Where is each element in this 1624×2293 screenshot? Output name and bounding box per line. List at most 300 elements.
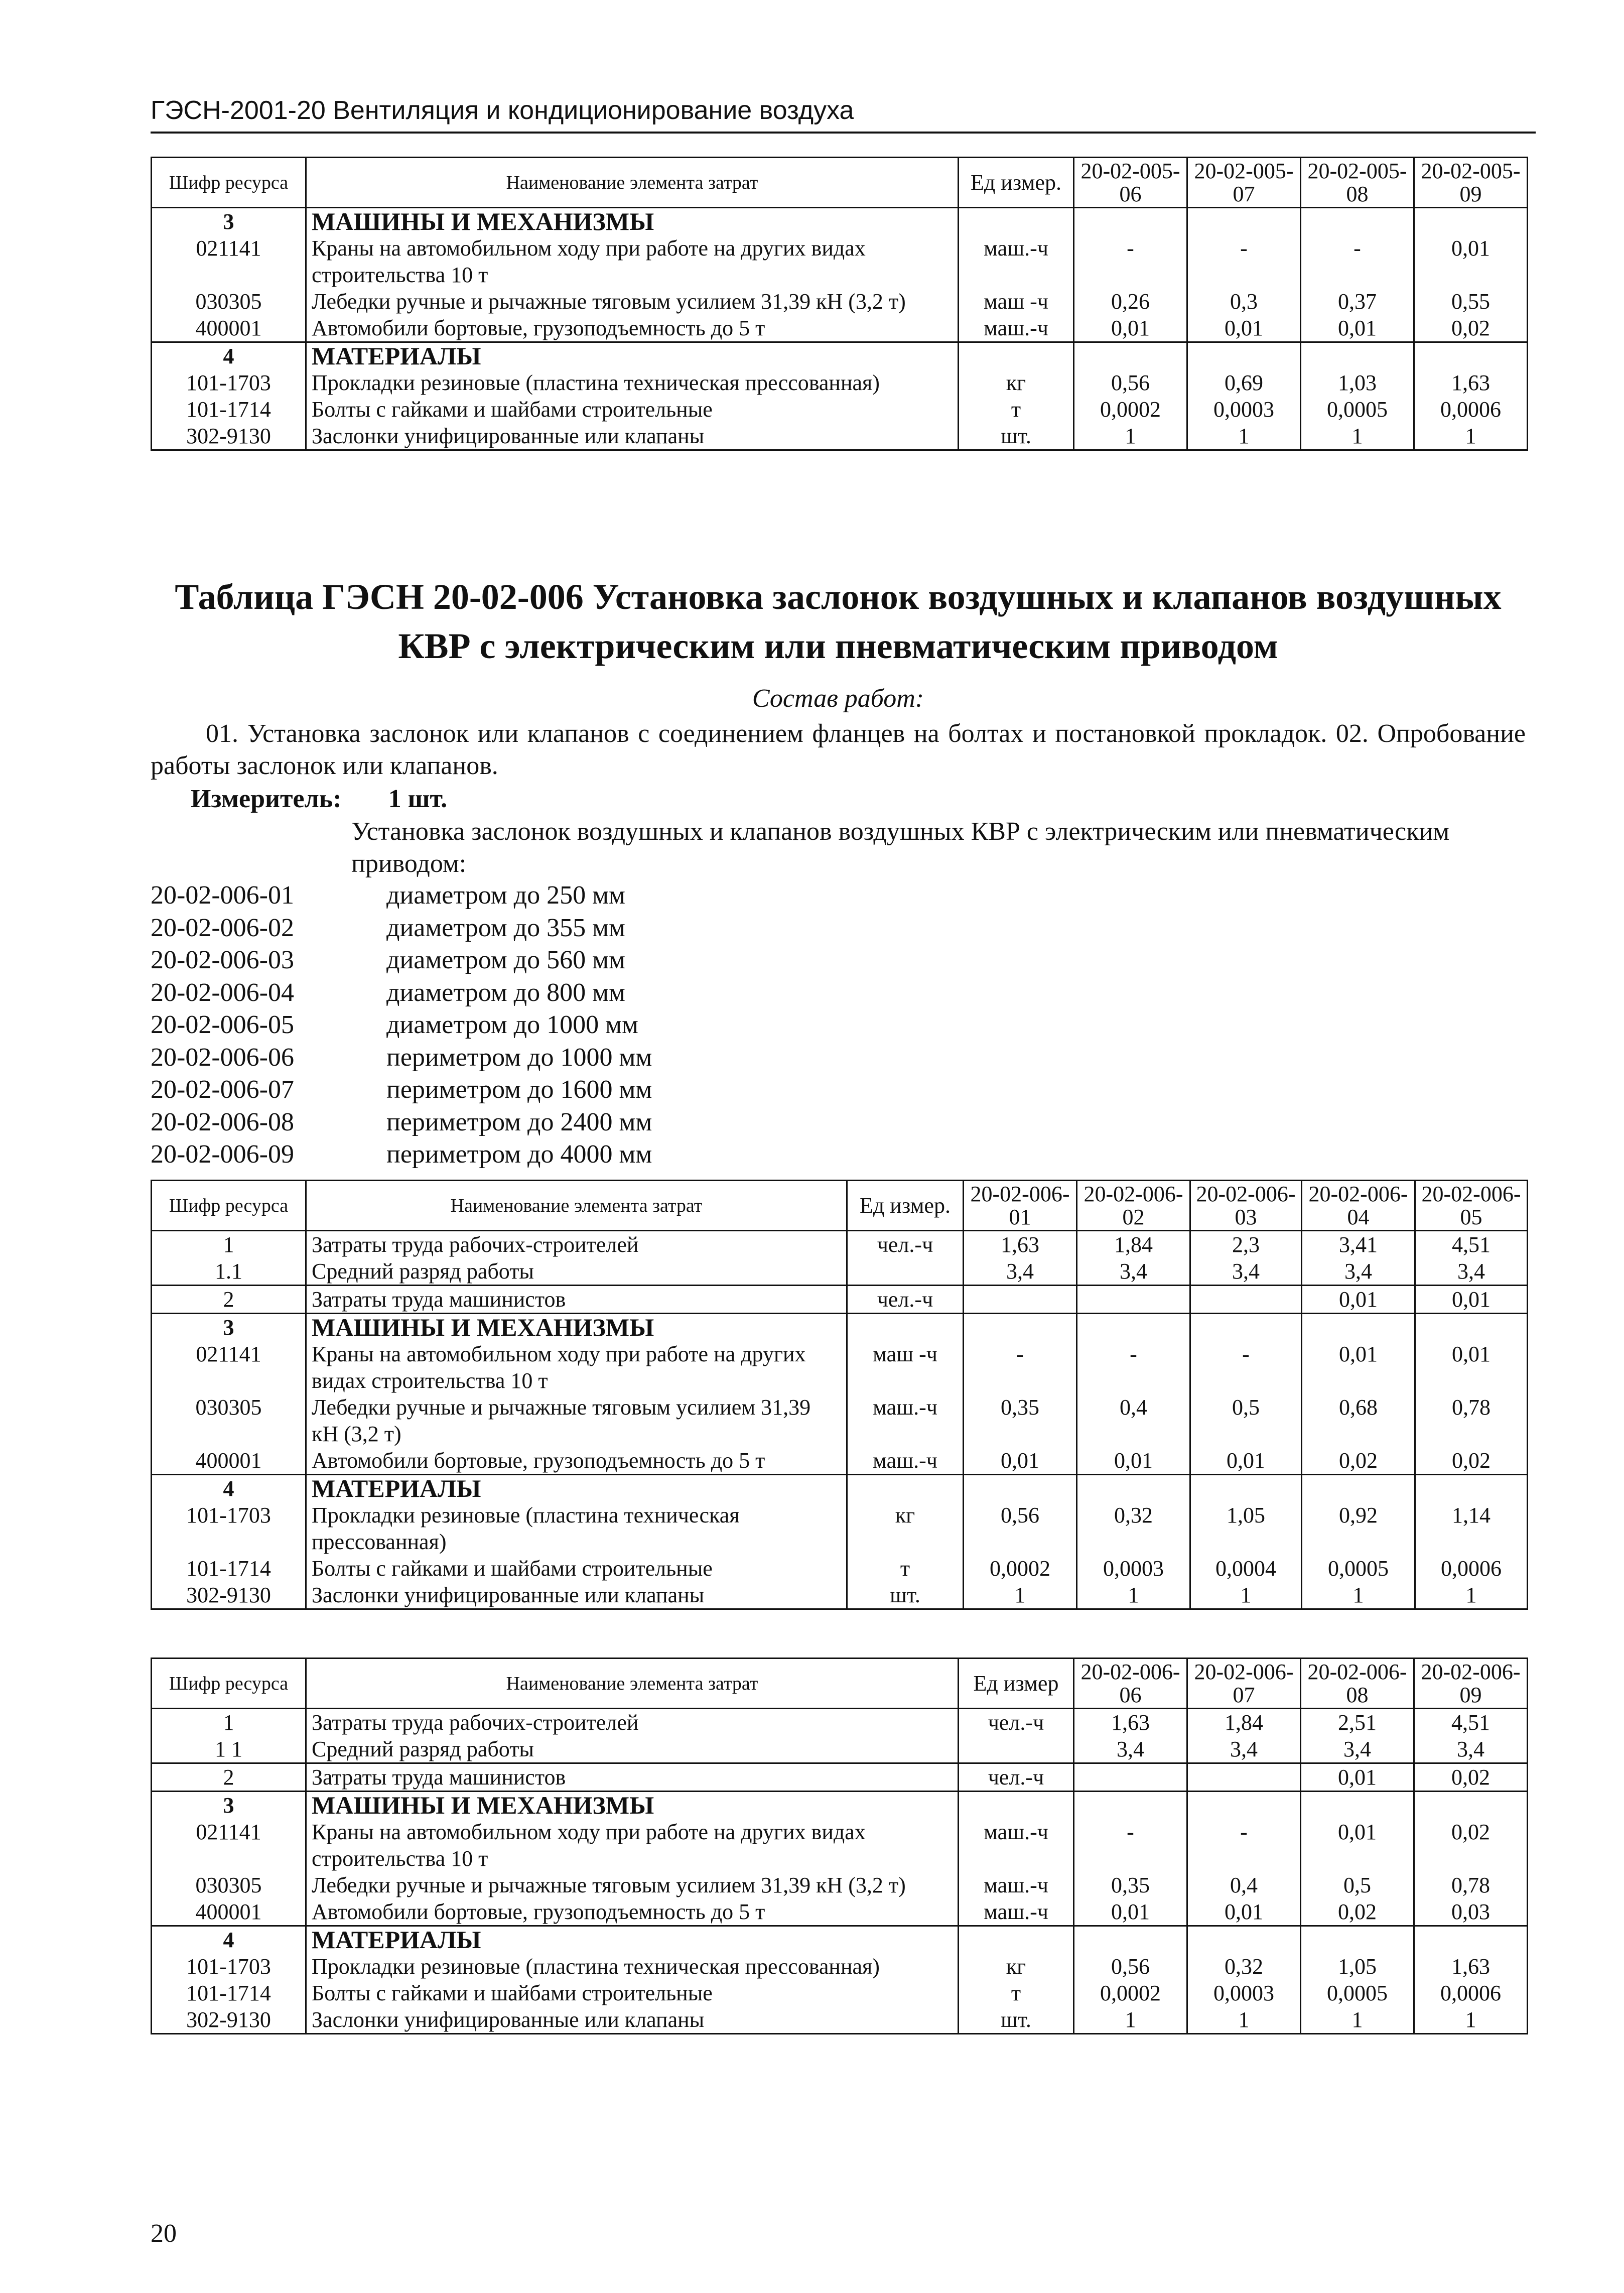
- table-row: [152, 1898, 1528, 1926]
- row-code: 021141: [152, 1819, 306, 1872]
- row-code: 2: [152, 1763, 306, 1792]
- code-list-code: 20-02-006-04: [151, 978, 294, 1007]
- row-value: [1074, 1763, 1187, 1792]
- code-list-item: [151, 1138, 652, 1171]
- row-value: 3,4: [1301, 1736, 1414, 1763]
- row-value: 1,63: [964, 1231, 1077, 1258]
- row-unit: чел.-ч: [847, 1231, 964, 1258]
- row-value: 1,84: [1077, 1231, 1190, 1258]
- row-value: 1,05: [1190, 1502, 1302, 1555]
- table-row: [152, 1736, 1528, 1763]
- row-value: 1,03: [1301, 369, 1414, 396]
- row-name: МАШИНЫ И МЕХАНИЗМЫ: [306, 1792, 959, 1819]
- row-value: 0,0006: [1414, 1980, 1528, 2006]
- header-code: Шифр ресурса: [152, 1659, 306, 1709]
- table-section-row: [152, 1475, 1528, 1502]
- table-row: [152, 1980, 1528, 2006]
- table-section-row: [152, 1792, 1528, 1819]
- row-code: 3: [152, 1792, 306, 1819]
- row-value: 0,03: [1414, 1898, 1528, 1926]
- row-value: 0,01: [1074, 315, 1187, 342]
- row-value: 0,01: [1077, 1447, 1190, 1475]
- row-name: Лебедки ручные и рычажные тяговым усилием 31,39 кН (3,2 т): [306, 1872, 959, 1898]
- row-unit: маш.-ч: [959, 315, 1074, 342]
- header-col: 20-02-006-05: [1415, 1181, 1528, 1231]
- table-section-row: [152, 208, 1528, 235]
- row-value: [1302, 1314, 1415, 1341]
- table-row: [152, 396, 1528, 423]
- row-value: -: [1190, 1341, 1302, 1394]
- row-value: [964, 1314, 1077, 1341]
- row-value: 0,02: [1414, 315, 1528, 342]
- row-value: [1074, 1926, 1187, 1954]
- row-value: -: [1187, 235, 1301, 288]
- table-row: [152, 315, 1528, 342]
- meter-line: [151, 783, 1526, 815]
- header-col: 20-02-006-02: [1077, 1181, 1190, 1231]
- row-name: Затраты труда рабочих-строителей: [306, 1709, 959, 1736]
- row-unit: маш.-ч: [959, 1819, 1074, 1872]
- row-name: Краны на автомобильном ходу при работе на других видах строительства 10 т: [306, 1819, 959, 1872]
- row-value: 0,5: [1301, 1872, 1414, 1898]
- row-value: [1074, 342, 1187, 370]
- code-list-description: периметром до 2400 мм: [386, 1107, 652, 1136]
- row-value: 0,01: [1301, 315, 1414, 342]
- row-value: 1: [1415, 1582, 1528, 1609]
- row-value: [1301, 208, 1414, 235]
- code-list-code: 20-02-006-08: [151, 1107, 294, 1136]
- row-name: Автомобили бортовые, грузоподъемность до 5 т: [306, 1447, 847, 1475]
- row-value: 0,0004: [1190, 1555, 1302, 1582]
- row-code: 2: [152, 1286, 306, 1314]
- row-unit: маш -ч: [959, 288, 1074, 315]
- table-row: [152, 1447, 1528, 1475]
- row-code: 4: [152, 342, 306, 370]
- row-value: 0,02: [1302, 1447, 1415, 1475]
- row-value: 3,4: [1077, 1258, 1190, 1286]
- row-value: 0,32: [1187, 1953, 1301, 1980]
- row-unit: [847, 1314, 964, 1341]
- row-name: Заслонки унифицированные или клапаны: [306, 2006, 959, 2034]
- row-value: 0,01: [1190, 1447, 1302, 1475]
- row-value: 0,01: [1187, 1898, 1301, 1926]
- row-value: 1: [1074, 423, 1187, 450]
- code-list-description: диаметром до 1000 мм: [386, 1010, 638, 1039]
- row-code: 1.1: [152, 1258, 306, 1286]
- code-list-item: [151, 1042, 652, 1074]
- row-value: 3,4: [1187, 1736, 1301, 1763]
- row-unit: [847, 1258, 964, 1286]
- row-value: 0,69: [1187, 369, 1301, 396]
- row-value: 0,92: [1302, 1502, 1415, 1555]
- row-value: [1187, 1792, 1301, 1819]
- row-value: 0,78: [1414, 1872, 1528, 1898]
- header-col: 20-02-006-01: [964, 1181, 1077, 1231]
- row-code: 101-1714: [152, 1980, 306, 2006]
- row-name: Болты с гайками и шайбами строительные: [306, 1555, 847, 1582]
- resource-table-006-b: [151, 1658, 1528, 2034]
- header-name: Наименование элемента затрат: [306, 1181, 847, 1231]
- row-code: 101-1703: [152, 1502, 306, 1555]
- composition-heading: Состав работ:: [752, 684, 924, 713]
- row-value: [1414, 1792, 1528, 1819]
- code-list-description: диаметром до 800 мм: [386, 978, 625, 1007]
- row-unit: кг: [959, 1953, 1074, 1980]
- row-value: 0,0006: [1414, 396, 1528, 423]
- composition-text: 01. Установка заслонок или клапанов с соединением фланцев на болтах и постановкой прокладок. 02. Опробование работы заслонок или клапанов.: [151, 719, 1526, 780]
- row-value: 1: [1301, 423, 1414, 450]
- header-name: Наименование элемента затрат: [306, 158, 959, 208]
- code-list-code: 20-02-006-01: [151, 881, 294, 910]
- row-name: МАШИНЫ И МЕХАНИЗМЫ: [306, 208, 959, 235]
- row-value: [1187, 342, 1301, 370]
- header-col: 20-02-005-06: [1074, 158, 1187, 208]
- row-code: 1: [152, 1231, 306, 1258]
- header-unit: Ед измер: [959, 1659, 1074, 1709]
- row-name: Затраты труда рабочих-строителей: [306, 1231, 847, 1258]
- table-row: [152, 1394, 1528, 1447]
- row-name: Средний разряд работы: [306, 1736, 959, 1763]
- table-row: [152, 235, 1528, 288]
- row-value: 3,4: [1415, 1258, 1528, 1286]
- table-header-row: [152, 1181, 1528, 1231]
- row-value: 1: [1187, 423, 1301, 450]
- page-number: 20: [151, 2219, 177, 2248]
- row-value: 1,05: [1301, 1953, 1414, 1980]
- row-name: МАТЕРИАЛЫ: [306, 1475, 847, 1502]
- row-code: 3: [152, 1314, 306, 1341]
- header-unit: Ед измер.: [959, 158, 1074, 208]
- table-row: [152, 1709, 1528, 1736]
- row-value: [1077, 1314, 1190, 1341]
- row-code: 021141: [152, 235, 306, 288]
- row-unit: маш.-ч: [959, 1872, 1074, 1898]
- row-name: Болты с гайками и шайбами строительные: [306, 396, 959, 423]
- row-value: 0,35: [964, 1394, 1077, 1447]
- row-unit: чел.-ч: [959, 1709, 1074, 1736]
- row-value: -: [964, 1341, 1077, 1394]
- row-code: 101-1714: [152, 1555, 306, 1582]
- row-value: 3,4: [1190, 1258, 1302, 1286]
- row-name: Затраты труда машинистов: [306, 1286, 847, 1314]
- code-list-description: периметром до 1000 мм: [386, 1043, 652, 1072]
- table-section-row: [152, 1926, 1528, 1954]
- row-value: 1: [1414, 423, 1528, 450]
- header-col: 20-02-005-08: [1301, 158, 1414, 208]
- row-value: -: [1074, 1819, 1187, 1872]
- row-name: Краны на автомобильном ходу при работе на других видах строительства 10 т: [306, 1341, 847, 1394]
- row-value: [1187, 1926, 1301, 1954]
- code-list-item: [151, 912, 652, 945]
- table-row: [152, 1555, 1528, 1582]
- table-section-row: [152, 1314, 1528, 1341]
- row-name: Прокладки резиновые (пластина техническая прессованная): [306, 1953, 959, 1980]
- row-value: [1187, 208, 1301, 235]
- row-value: 0,35: [1074, 1872, 1187, 1898]
- row-value: 0,26: [1074, 288, 1187, 315]
- row-value: 3,4: [964, 1258, 1077, 1286]
- row-value: 1: [1414, 2006, 1528, 2034]
- table-header-row: [152, 158, 1528, 208]
- row-value: 0,0005: [1301, 1980, 1414, 2006]
- row-value: 0,0003: [1187, 396, 1301, 423]
- row-value: 1: [1302, 1582, 1415, 1609]
- row-value: [1074, 1792, 1187, 1819]
- row-value: 1: [1074, 2006, 1187, 2034]
- row-value: 1,63: [1074, 1709, 1187, 1736]
- row-unit: маш.-ч: [847, 1394, 964, 1447]
- row-code: 030305: [152, 288, 306, 315]
- row-code: 4: [152, 1926, 306, 1954]
- row-value: 0,02: [1414, 1763, 1528, 1792]
- row-unit: шт.: [847, 1582, 964, 1609]
- row-code: 400001: [152, 1447, 306, 1475]
- row-value: 0,4: [1187, 1872, 1301, 1898]
- row-value: [1302, 1475, 1415, 1502]
- meter-label: Измеритель:: [191, 785, 342, 813]
- row-value: -: [1074, 235, 1187, 288]
- table-row: [152, 1872, 1528, 1898]
- code-list-item: [151, 944, 652, 977]
- row-unit: шт.: [959, 423, 1074, 450]
- row-unit: [959, 342, 1074, 370]
- row-value: [1301, 342, 1414, 370]
- row-code: 1: [152, 1709, 306, 1736]
- row-value: 2,51: [1301, 1709, 1414, 1736]
- row-value: [1190, 1286, 1302, 1314]
- row-value: 0,01: [1187, 315, 1301, 342]
- header-col: 20-02-006-03: [1190, 1181, 1302, 1231]
- code-list-code: 20-02-006-05: [151, 1010, 294, 1039]
- row-value: 0,56: [964, 1502, 1077, 1555]
- row-unit: чел.-ч: [959, 1763, 1074, 1792]
- row-value: 0,01: [1302, 1286, 1415, 1314]
- row-unit: [959, 1926, 1074, 1954]
- row-value: 2,3: [1190, 1231, 1302, 1258]
- row-code: 302-9130: [152, 2006, 306, 2034]
- code-list-item: [151, 1074, 652, 1106]
- table-row: [152, 2006, 1528, 2034]
- row-value: [1414, 1926, 1528, 1954]
- table-row: [152, 369, 1528, 396]
- row-value: [1415, 1475, 1528, 1502]
- row-value: 3,4: [1302, 1258, 1415, 1286]
- row-value: 0,02: [1414, 1819, 1528, 1872]
- row-name: Болты с гайками и шайбами строительные: [306, 1980, 959, 2006]
- table-header-row: [152, 1659, 1528, 1709]
- code-list-item: [151, 977, 652, 1009]
- row-unit: [959, 208, 1074, 235]
- header-col: 20-02-006-04: [1302, 1181, 1415, 1231]
- row-value: [1074, 208, 1187, 235]
- row-value: 4,51: [1415, 1231, 1528, 1258]
- table-row: [152, 1341, 1528, 1394]
- resource-table-006-a: [151, 1180, 1528, 1610]
- row-value: 0,0006: [1415, 1555, 1528, 1582]
- row-value: 0,01: [1302, 1341, 1415, 1394]
- row-value: 0,0002: [964, 1555, 1077, 1582]
- row-value: 0,56: [1074, 1953, 1187, 1980]
- row-value: [1190, 1314, 1302, 1341]
- table-row: [152, 288, 1528, 315]
- row-value: [1301, 1792, 1414, 1819]
- code-list-description: диаметром до 250 мм: [386, 881, 625, 910]
- row-value: 0,01: [1301, 1819, 1414, 1872]
- row-value: 0,01: [1301, 1763, 1414, 1792]
- row-name: Заслонки унифицированные или клапаны: [306, 423, 959, 450]
- code-list-code: 20-02-006-06: [151, 1043, 294, 1072]
- row-value: 0,32: [1077, 1502, 1190, 1555]
- row-unit: маш.-ч: [959, 235, 1074, 288]
- header-name: Наименование элемента затрат: [306, 1659, 959, 1709]
- code-list: [151, 879, 652, 1171]
- row-name: Заслонки унифицированные или клапаны: [306, 1582, 847, 1609]
- row-unit: маш.-ч: [959, 1898, 1074, 1926]
- code-list-code: 20-02-006-02: [151, 913, 294, 942]
- table-row: [152, 1231, 1528, 1258]
- row-value: 1: [964, 1582, 1077, 1609]
- row-name: Автомобили бортовые, грузоподъемность до 5 т: [306, 315, 959, 342]
- table-row: [152, 1953, 1528, 1980]
- row-value: 0,01: [1074, 1898, 1187, 1926]
- row-value: 0,56: [1074, 369, 1187, 396]
- code-list-description: диаметром до 355 мм: [386, 913, 625, 942]
- row-value: 0,68: [1302, 1394, 1415, 1447]
- row-value: 0,02: [1415, 1447, 1528, 1475]
- table-title: Таблица ГЭСН 20-02-006 Установка заслонок воздушных и клапанов воздушных КВР с электрическим или пневматическим приводом: [175, 577, 1502, 666]
- row-unit: [847, 1475, 964, 1502]
- code-list-item: [151, 1009, 652, 1042]
- header-col: 20-02-006-07: [1187, 1659, 1301, 1709]
- row-value: 0,0005: [1302, 1555, 1415, 1582]
- row-value: 0,01: [964, 1447, 1077, 1475]
- table-row: [152, 1502, 1528, 1555]
- row-unit: [959, 1736, 1074, 1763]
- row-unit: кг: [847, 1502, 964, 1555]
- row-value: 1,84: [1187, 1709, 1301, 1736]
- table-row: [152, 1763, 1528, 1792]
- header-unit: Ед измер.: [847, 1181, 964, 1231]
- row-name: Автомобили бортовые, грузоподъемность до 5 т: [306, 1898, 959, 1926]
- row-value: 0,0005: [1301, 396, 1414, 423]
- row-value: 1,63: [1414, 369, 1528, 396]
- row-value: -: [1187, 1819, 1301, 1872]
- row-value: 0,01: [1415, 1341, 1528, 1394]
- row-value: 4,51: [1414, 1709, 1528, 1736]
- install-lead: Установка заслонок воздушных и клапанов воздушных КВР с электрическим или пневматическим приводом:: [351, 817, 1450, 878]
- row-name: МАТЕРИАЛЫ: [306, 342, 959, 370]
- row-value: 0,55: [1414, 288, 1528, 315]
- row-value: 3,41: [1302, 1231, 1415, 1258]
- row-value: [1414, 342, 1528, 370]
- table-row: [152, 1582, 1528, 1609]
- row-value: 1: [1190, 1582, 1302, 1609]
- row-value: 1: [1077, 1582, 1190, 1609]
- table-row: [152, 423, 1528, 450]
- row-unit: маш -ч: [847, 1341, 964, 1394]
- row-unit: [959, 1792, 1074, 1819]
- row-value: 0,02: [1301, 1898, 1414, 1926]
- row-value: 1,14: [1415, 1502, 1528, 1555]
- row-name: МАШИНЫ И МЕХАНИЗМЫ: [306, 1314, 847, 1341]
- row-value: 0,01: [1415, 1286, 1528, 1314]
- row-value: 0,0003: [1187, 1980, 1301, 2006]
- code-list-description: периметром до 4000 мм: [386, 1140, 652, 1169]
- row-unit: т: [847, 1555, 964, 1582]
- row-value: 0,0002: [1074, 1980, 1187, 2006]
- row-value: 0,5: [1190, 1394, 1302, 1447]
- row-name: Лебедки ручные и рычажные тяговым усилием 31,39 кН (3,2 т): [306, 288, 959, 315]
- row-code: 101-1714: [152, 396, 306, 423]
- code-list-description: диаметром до 560 мм: [386, 946, 625, 974]
- header-col: 20-02-006-09: [1414, 1659, 1528, 1709]
- row-value: [1415, 1314, 1528, 1341]
- header-code: Шифр ресурса: [152, 1181, 306, 1231]
- row-value: 1: [1301, 2006, 1414, 2034]
- row-value: 0,3: [1187, 288, 1301, 315]
- row-value: [1414, 208, 1528, 235]
- row-code: 3: [152, 208, 306, 235]
- header-code: Шифр ресурса: [152, 158, 306, 208]
- row-value: 0,4: [1077, 1394, 1190, 1447]
- row-unit: шт.: [959, 2006, 1074, 2034]
- row-value: [1077, 1475, 1190, 1502]
- row-value: 1: [1187, 2006, 1301, 2034]
- row-value: [1077, 1286, 1190, 1314]
- row-value: 0,0002: [1074, 396, 1187, 423]
- row-value: 0,37: [1301, 288, 1414, 315]
- row-name: Краны на автомобильном ходу при работе на других видах строительства 10 т: [306, 235, 959, 288]
- row-code: 302-9130: [152, 1582, 306, 1609]
- row-value: 3,4: [1074, 1736, 1187, 1763]
- resource-table-005: [151, 157, 1528, 451]
- row-name: Средний разряд работы: [306, 1258, 847, 1286]
- row-value: [1301, 1926, 1414, 1954]
- header-col: 20-02-005-09: [1414, 158, 1528, 208]
- page-header: ГЭСН-2001-20 Вентиляция и кондиционирование воздуха: [151, 95, 1536, 134]
- row-name: Прокладки резиновые (пластина техническая прессованная): [306, 369, 959, 396]
- row-code: 400001: [152, 315, 306, 342]
- row-value: 0,0003: [1077, 1555, 1190, 1582]
- row-code: 1 1: [152, 1736, 306, 1763]
- code-list-code: 20-02-006-09: [151, 1140, 294, 1169]
- row-code: 030305: [152, 1872, 306, 1898]
- code-list-description: периметром до 1600 мм: [386, 1075, 652, 1104]
- row-name: Прокладки резиновые (пластина техническая прессованная): [306, 1502, 847, 1555]
- row-value: [1187, 1763, 1301, 1792]
- row-unit: маш.-ч: [847, 1447, 964, 1475]
- table-section-row: [152, 342, 1528, 370]
- row-value: -: [1077, 1341, 1190, 1394]
- row-value: 0,78: [1415, 1394, 1528, 1447]
- row-unit: кг: [959, 369, 1074, 396]
- code-list-code: 20-02-006-03: [151, 946, 294, 974]
- row-name: МАТЕРИАЛЫ: [306, 1926, 959, 1954]
- row-name: Лебедки ручные и рычажные тяговым усилием 31,39 кН (3,2 т): [306, 1394, 847, 1447]
- row-value: [964, 1475, 1077, 1502]
- row-code: 400001: [152, 1898, 306, 1926]
- header-col: 20-02-006-06: [1074, 1659, 1187, 1709]
- row-unit: чел.-ч: [847, 1286, 964, 1314]
- row-value: [964, 1286, 1077, 1314]
- row-code: 302-9130: [152, 423, 306, 450]
- row-value: 3,4: [1414, 1736, 1528, 1763]
- row-code: 030305: [152, 1394, 306, 1447]
- row-code: 4: [152, 1475, 306, 1502]
- header-col: 20-02-006-08: [1301, 1659, 1414, 1709]
- row-unit: т: [959, 1980, 1074, 2006]
- table-row: [152, 1286, 1528, 1314]
